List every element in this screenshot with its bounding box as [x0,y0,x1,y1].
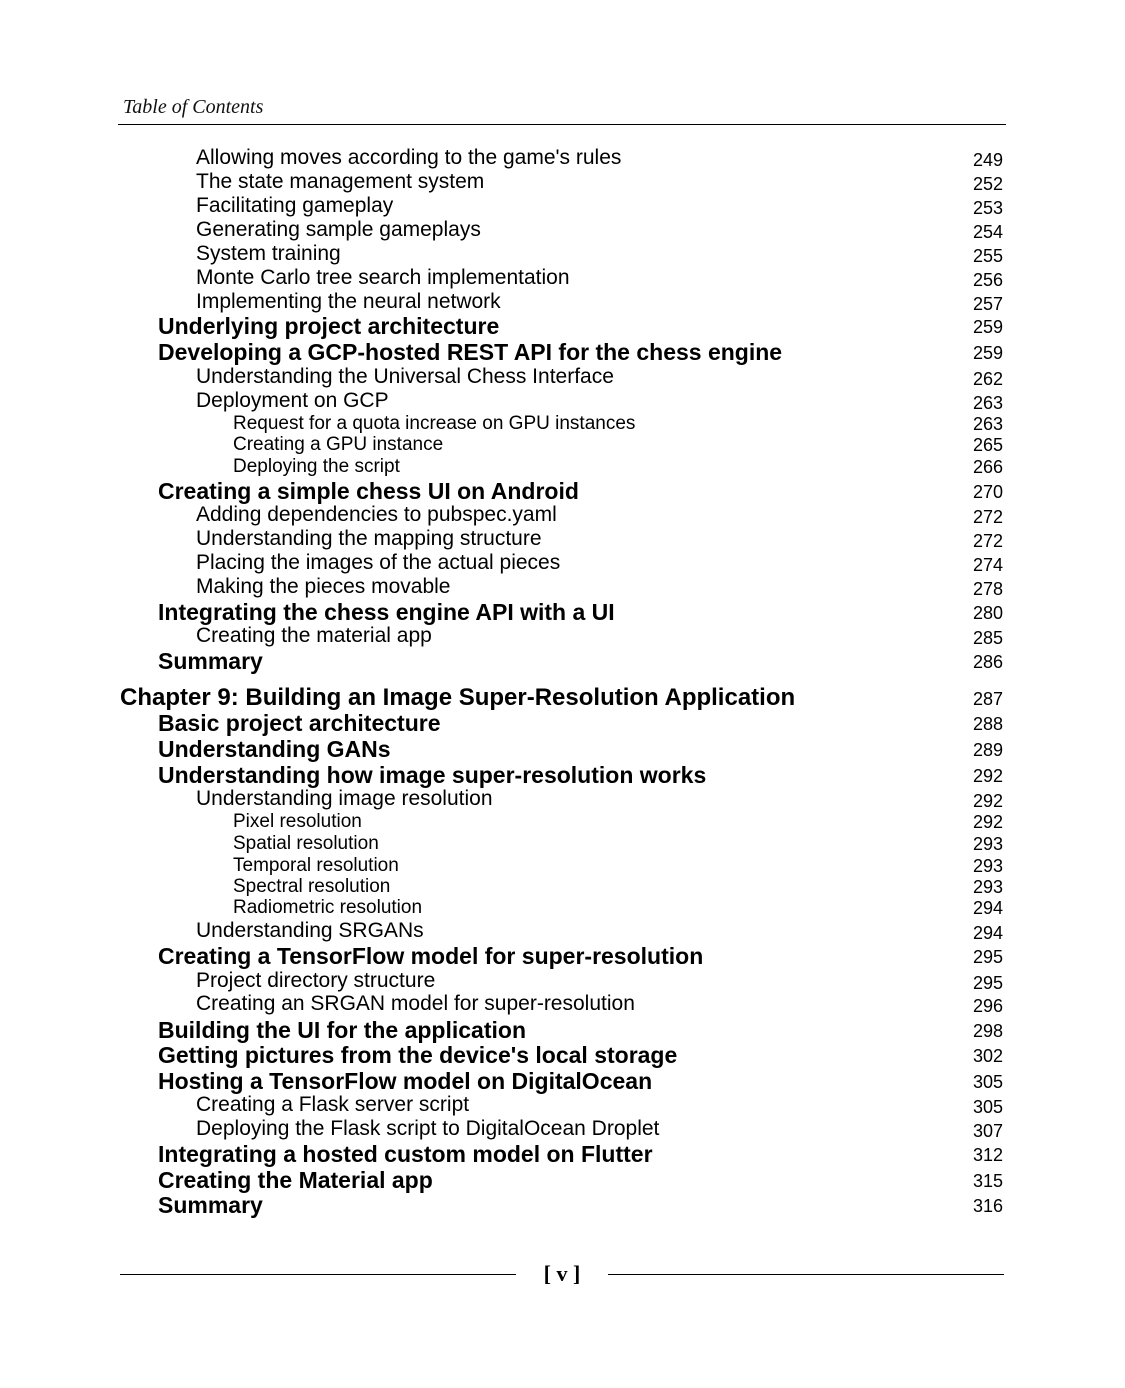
toc-entry-title[interactable]: Allowing moves according to the game's rules [196,146,622,169]
toc-entry-title[interactable]: Spatial resolution [233,833,379,854]
toc-entry-title[interactable]: Creating a Flask server script [196,1093,470,1116]
toc-entry-page: 254 [973,222,1004,242]
toc-entry-page: 293 [973,856,1004,876]
toc-entry-title[interactable]: Building the UI for the application [158,1017,526,1043]
toc-entry-title[interactable]: Developing a GCP-hosted REST API for the chess engine [158,339,783,365]
toc-entry-title[interactable]: Implementing the neural network [196,290,501,313]
toc-entry-title[interactable]: Hosting a TensorFlow model on DigitalOcean [158,1068,653,1094]
toc-entry-title[interactable]: Creating a simple chess UI on Android [158,478,579,504]
toc-entry-title[interactable]: Understanding image resolution [196,787,493,810]
toc-entry-title[interactable]: Chapter 9: Building an Image Super-Resolution Application [120,684,796,711]
toc-entry-page: 305 [973,1097,1004,1117]
toc-entry-page: 286 [973,652,1004,672]
toc-entry-page: 285 [973,628,1004,648]
toc-entry-page: 265 [973,435,1004,455]
toc-entry-title[interactable]: Creating the material app [196,624,432,647]
toc-entry-title[interactable]: Deploying the Flask script to DigitalOcean Droplet [196,1117,660,1140]
toc-entry-page: 307 [973,1121,1004,1141]
toc-entry-page: 289 [973,740,1004,760]
toc-entry-title[interactable]: Understanding the mapping structure [196,527,542,550]
toc-entry-title[interactable]: Summary [158,1192,263,1218]
toc-entry-page: 293 [973,877,1004,897]
toc-entry-title[interactable]: Deploying the script [233,456,400,477]
toc-entry-page: 259 [973,317,1004,337]
toc-entry-page: 280 [973,603,1004,623]
toc-entry-title[interactable]: Project directory structure [196,969,436,992]
toc-entry-page: 315 [973,1171,1004,1191]
toc-entry-page: 302 [973,1046,1004,1066]
footer-rule-right [608,1274,1004,1275]
footer-rule-left [120,1274,516,1275]
toc-entry-title[interactable]: System training [196,242,341,265]
toc-entry-page: 294 [973,923,1004,943]
toc-entry-title[interactable]: Creating an SRGAN model for super-resolution [196,992,635,1015]
toc-entry-page: 272 [973,507,1004,527]
toc-entry-title[interactable]: Creating a TensorFlow model for super-resolution [158,943,704,969]
toc-entry-page: 266 [973,457,1004,477]
toc-entry-page: 257 [973,294,1004,314]
toc-entry-page: 316 [973,1196,1004,1216]
toc-entry-page: 292 [973,791,1004,811]
toc-entry-page: 312 [973,1145,1004,1165]
toc-entry-title[interactable]: Spectral resolution [233,876,391,897]
toc-entry-page: 305 [973,1072,1004,1092]
toc-entry-page: 295 [973,973,1004,993]
toc-entry-page: 262 [973,369,1004,389]
toc-entry-page: 296 [973,996,1004,1016]
toc-entry-page: 295 [973,947,1004,967]
header-title: Table of Contents [123,96,264,118]
toc-entry-title[interactable]: Making the pieces movable [196,575,451,598]
toc-entry-title[interactable]: Pixel resolution [233,811,362,832]
toc-entry-page: 292 [973,812,1004,832]
toc-entry-title[interactable]: Understanding how image super-resolution works [158,762,707,788]
toc-entry-page: 255 [973,246,1004,266]
toc-entry-title[interactable]: Integrating the chess engine API with a UI [158,599,615,625]
toc-entry-page: 292 [973,766,1004,786]
toc-entry-title[interactable]: Facilitating gameplay [196,194,394,217]
toc-entry-title[interactable]: Creating the Material app [158,1167,433,1193]
toc-entry-page: 278 [973,579,1004,599]
toc-entry-page: 294 [973,898,1004,918]
toc-entry-page: 298 [973,1021,1004,1041]
toc-entry-title[interactable]: Understanding GANs [158,736,391,762]
toc-entry-title[interactable]: Generating sample gameplays [196,218,481,241]
toc-entry-title[interactable]: Deployment on GCP [196,389,389,412]
toc-entry-title[interactable]: Understanding SRGANs [196,919,424,942]
toc-entry-title[interactable]: Integrating a hosted custom model on Flutter [158,1141,653,1167]
toc-entry-page: 288 [973,714,1004,734]
toc-entry-title[interactable]: Radiometric resolution [233,897,423,918]
toc-entry-title[interactable]: Request for a quota increase on GPU instances [233,413,636,434]
toc-entry-page: 253 [973,198,1004,218]
toc-entry-page: 263 [973,414,1004,434]
toc-entry-title[interactable]: Basic project architecture [158,710,441,736]
toc-entry-page: 252 [973,174,1004,194]
toc-entry-title[interactable]: Creating a GPU instance [233,434,444,455]
toc-entry-page: 272 [973,531,1004,551]
toc-entry-page: 256 [973,270,1004,290]
toc-entry-title[interactable]: Underlying project architecture [158,313,500,339]
toc-entry-title[interactable]: Summary [158,648,263,674]
toc-entry-page: 249 [973,150,1004,170]
toc-entry-page: 270 [973,482,1004,502]
toc-entry-page: 274 [973,555,1004,575]
toc-entry-title[interactable]: Temporal resolution [233,855,399,876]
footer-page-number: [ v ] [543,1261,581,1286]
toc-entry-title[interactable]: Understanding the Universal Chess Interface [196,365,614,388]
toc-entry-title[interactable]: Adding dependencies to pubspec.yaml [196,503,557,526]
toc-entry-title[interactable]: Placing the images of the actual pieces [196,551,561,574]
toc-entry-page: 287 [973,689,1004,709]
toc-entry-page: 259 [973,343,1004,363]
toc-entry-title[interactable]: Monte Carlo tree search implementation [196,266,570,289]
toc-entry-title[interactable]: The state management system [196,170,485,193]
toc-entry-page: 263 [973,393,1004,413]
toc-entry-page: 293 [973,834,1004,854]
toc-entry-title[interactable]: Getting pictures from the device's local storage [158,1042,678,1068]
